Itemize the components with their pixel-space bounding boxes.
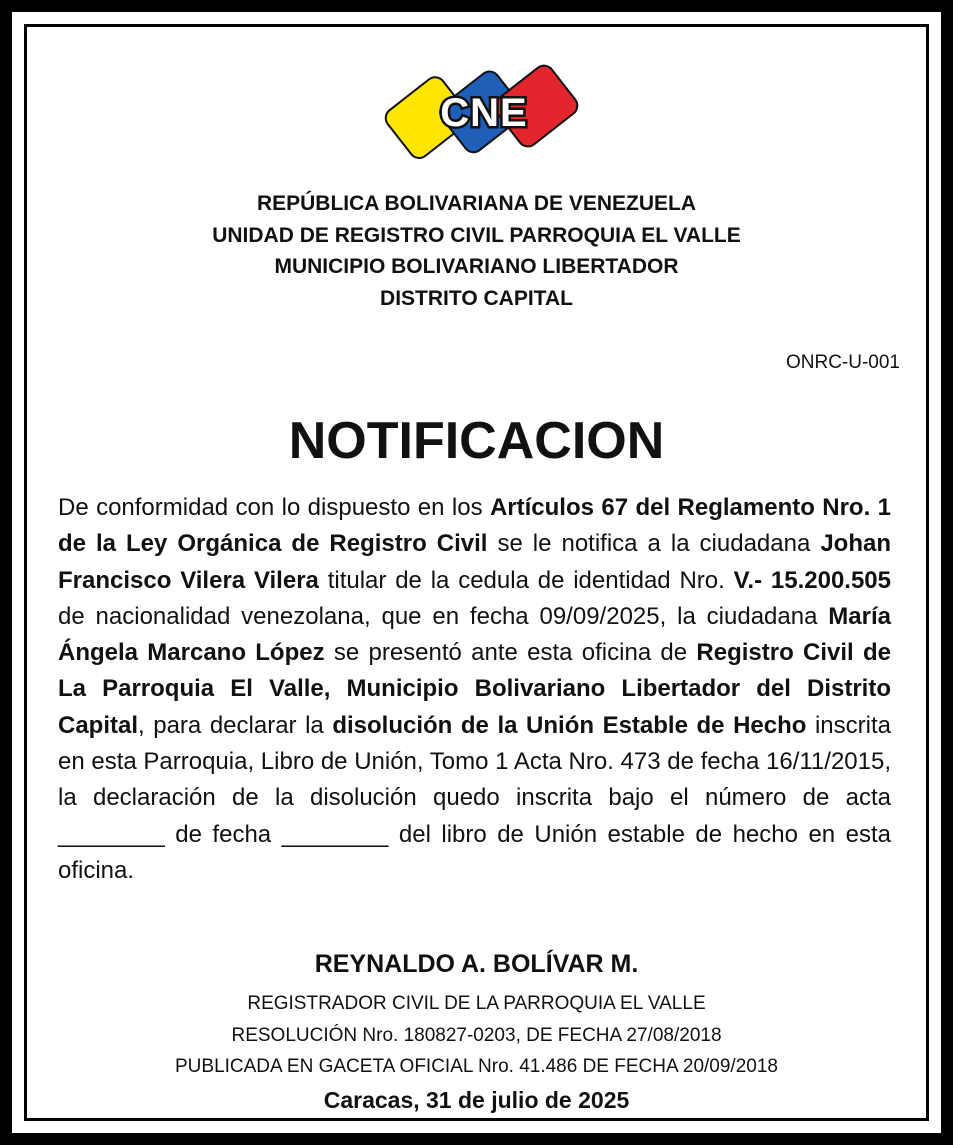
page-title: NOTIFICACION xyxy=(288,412,665,470)
place-and-date: Caracas, 31 de julio de 2025 xyxy=(323,1087,630,1113)
cne-logo-text: CNE xyxy=(440,91,528,135)
notice-frame xyxy=(12,12,941,1133)
body-legal-reference: Artículos 67 del Reglamento Nro. 1 de la Ley Orgánica de Registro Civil xyxy=(58,494,891,558)
body-office-name: Registro Civil de La Parroquia El Valle, Municipio Bolivariano Libertador del Distrito Capital xyxy=(58,639,891,739)
header-line-district: DISTRITO CAPITAL xyxy=(380,286,573,310)
body-text-1: De conformidad con lo dispuesto en los xyxy=(58,494,490,521)
header-line-country: REPÚBLICA BOLIVARIANA DE VENEZUELA xyxy=(256,192,697,215)
body-notified-name: Johan Francisco Vilera Vilera xyxy=(58,530,891,594)
body-text-2: se le notifica a la ciudadana xyxy=(487,530,821,558)
cne-logo xyxy=(384,60,584,170)
body-text-4: de nacionalidad venezolana, que en fecha 09/09/2025, la ciudadana xyxy=(58,602,829,630)
body-text-3: titular de la cedula de identidad Nro. xyxy=(318,566,734,594)
body-text-7: inscrita en esta Parroquia, Libro de Unión, Tomo 1 Acta Nro. 473 de fecha 16/11/2015, la declaración de la disolución quedo inscrita bajo el número de acta ________ de fecha ________ del libro de Unión estable de hecho en esta oficina. xyxy=(58,711,892,884)
institution-header xyxy=(12,188,941,314)
notice-body xyxy=(58,490,891,889)
signatory-role: REGISTRADOR CIVIL DE LA PARROQUIA EL VALLE xyxy=(247,993,706,1014)
body-id-number: V.- 15.200.505 xyxy=(733,566,891,594)
form-code: ONRC-U-001 xyxy=(785,352,900,373)
signatory-resolution: RESOLUCIÓN Nro. 180827-0203, DE FECHA 27/08/2018 xyxy=(231,1025,722,1046)
signatory-gazette: PUBLICADA EN GACETA OFICIAL Nro. 41.486 DE FECHA 20/09/2018 xyxy=(175,1056,778,1077)
header-line-unit: UNIDAD DE REGISTRO CIVIL PARROQUIA EL VALLE xyxy=(212,223,741,247)
body-text-5: se presentó ante esta oficina de xyxy=(324,639,697,667)
body-text-6: , para declarar la xyxy=(138,711,333,739)
signatory-name: REYNALDO A. BOLÍVAR M. xyxy=(314,950,639,978)
body-declarant-name: María Ángela Marcano López xyxy=(58,602,891,667)
header-line-municipality: MUNICIPIO BOLIVARIANO LIBERTADOR xyxy=(274,255,679,278)
body-declaration-subject: disolución de la Unión Estable de Hecho xyxy=(332,711,807,739)
